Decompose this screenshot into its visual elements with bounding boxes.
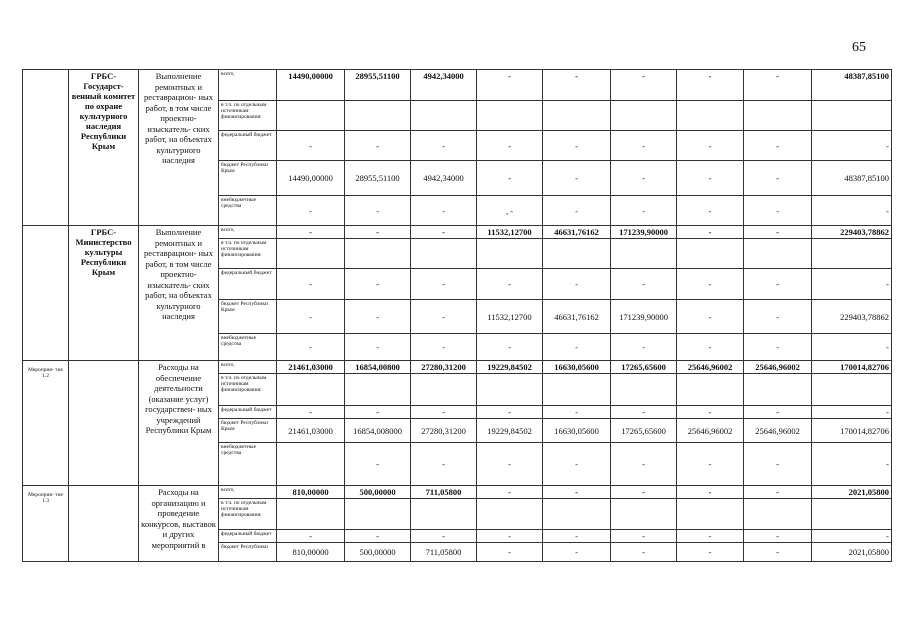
year-value-cell (411, 239, 477, 269)
year-value-cell: 11532,12700 (477, 226, 543, 239)
year-value-cell: - (345, 443, 411, 486)
year-value-cell: - (611, 269, 677, 300)
executor-cell (69, 226, 139, 361)
year-value-cell: 46631,76162 (543, 300, 611, 334)
year-value-cell: - (677, 70, 744, 101)
year-value-cell: 171239,90000 (611, 300, 677, 334)
year-value-cell: - (277, 530, 345, 543)
year-value-cell (477, 239, 543, 269)
year-value-cell: - (411, 131, 477, 161)
measure-cell (23, 226, 69, 361)
year-value-cell (611, 101, 677, 131)
page-number: 65 (852, 40, 866, 55)
year-value-cell: - (677, 443, 744, 486)
year-value-cell (477, 374, 543, 406)
total-cell: 229403,78862 (812, 300, 892, 334)
funding-source-cell: внебюджетные средства (219, 334, 277, 361)
total-cell: - (812, 406, 892, 419)
year-value-cell: - (411, 530, 477, 543)
year-value-cell (611, 499, 677, 530)
year-value-cell: - (611, 530, 677, 543)
year-value-cell: - (345, 131, 411, 161)
year-value-cell: - (345, 334, 411, 361)
year-value-cell: - (277, 269, 345, 300)
year-value-cell (411, 499, 477, 530)
year-value-cell: - (277, 300, 345, 334)
year-value-cell: - (677, 543, 744, 562)
year-value-cell: - (744, 161, 812, 196)
activity-cell: Выполнение ремонтных и реставрацион- ных работ, в том числе проектно- изыскатель- ских работ, на объектах культурного наследия (139, 226, 219, 361)
year-value-cell: 4942,34000 (411, 70, 477, 101)
year-value-cell (744, 101, 812, 131)
table-row (23, 361, 892, 374)
total-cell: - (812, 443, 892, 486)
year-value-cell: - (543, 131, 611, 161)
year-value-cell: 19229,84502 (477, 419, 543, 443)
year-value-cell (277, 101, 345, 131)
executor-name: ГРБС- Министерство культуры Республики Крым (75, 227, 132, 277)
executor-name: ГРБС- Государст- венный комитет по охране культурного наследия Республики Крым (71, 71, 136, 151)
funding-source-cell: бюджет Республики (219, 543, 277, 562)
year-value-cell: - (677, 300, 744, 334)
total-cell: 2021,05800 (812, 543, 892, 562)
year-value-cell: - (611, 196, 677, 226)
funding-source-cell: всего, (219, 226, 277, 239)
year-value-cell: - (677, 131, 744, 161)
funding-source-cell: федеральный бюджет (219, 530, 277, 543)
year-value-cell: 711,05800 (411, 486, 477, 499)
year-value-cell: 27280,31200 (411, 361, 477, 374)
year-value-cell (543, 499, 611, 530)
year-value-cell: - (677, 161, 744, 196)
year-value-cell: 25646,96002 (677, 419, 744, 443)
year-value-cell: - (411, 334, 477, 361)
year-value-cell: - (477, 131, 543, 161)
total-cell: 170014,82706 (812, 419, 892, 443)
year-value-cell: - (744, 269, 812, 300)
year-value-cell: - (744, 131, 812, 161)
year-value-cell: - (543, 161, 611, 196)
year-value-cell: - (477, 269, 543, 300)
year-value-cell: - (477, 543, 543, 562)
year-value-cell: - (677, 406, 744, 419)
total-cell (812, 499, 892, 530)
year-value-cell (611, 374, 677, 406)
year-value-cell: - (611, 406, 677, 419)
year-value-cell: 21461,03000 (277, 361, 345, 374)
measure-cell (23, 70, 69, 226)
total-cell: 48387,85100 (812, 161, 892, 196)
year-value-cell: - (477, 406, 543, 419)
year-value-cell: - (277, 406, 345, 419)
year-value-cell: 25646,96002 (744, 361, 812, 374)
year-value-cell: - (277, 226, 345, 239)
year-value-cell: - (411, 300, 477, 334)
year-value-cell: - (411, 406, 477, 419)
year-value-cell: - (345, 530, 411, 543)
year-value-cell: 27280,31200 (411, 419, 477, 443)
year-value-cell: 25646,96002 (744, 419, 812, 443)
year-value-cell: - (677, 486, 744, 499)
year-value-cell (277, 443, 345, 486)
year-value-cell: 17265,65600 (611, 419, 677, 443)
year-value-cell (744, 499, 812, 530)
year-value-cell (543, 239, 611, 269)
year-value-cell (744, 374, 812, 406)
year-value-cell: - (543, 486, 611, 499)
funding-source-cell: федеральный бюджет (219, 406, 277, 419)
year-value-cell: - (277, 131, 345, 161)
year-value-cell: - (345, 406, 411, 419)
year-value-cell: - (543, 530, 611, 543)
year-value-cell: - (277, 196, 345, 226)
year-value-cell: - (345, 300, 411, 334)
year-value-cell: - (744, 300, 812, 334)
year-value-cell: - (744, 443, 812, 486)
funding-source-cell: в т.ч. по отдельным источникам финансирования: (219, 499, 277, 530)
year-value-cell: - (411, 443, 477, 486)
funding-source-cell: федеральный бюджет (219, 269, 277, 300)
activity-cell: Расходы на организацию и проведение конкурсов, выставок и других мероприятий в (139, 486, 219, 562)
year-value-cell: - (477, 486, 543, 499)
year-value-cell: 4942,34000 (411, 161, 477, 196)
year-value-cell: - (543, 196, 611, 226)
year-value-cell (277, 499, 345, 530)
year-value-cell (543, 374, 611, 406)
year-value-cell: 500,00000 (345, 486, 411, 499)
year-value-cell: - (345, 226, 411, 239)
year-value-cell: - (744, 530, 812, 543)
year-value-cell: - (543, 443, 611, 486)
year-value-cell: - (611, 443, 677, 486)
activity-cell: Выполнение ремонтных и реставрацион- ных работ, в том числе проектно- изыскатель- ских работ, на объектах культурного наследия (139, 70, 219, 226)
year-value-cell (543, 101, 611, 131)
year-value-cell (277, 239, 345, 269)
funding-source-cell: всего, (219, 70, 277, 101)
year-value-cell: 711,05800 (411, 543, 477, 562)
year-value-cell: 16630,05600 (543, 419, 611, 443)
year-value-cell: 810,00000 (277, 486, 345, 499)
year-value-cell: - (744, 334, 812, 361)
year-value-cell: - (677, 269, 744, 300)
funding-source-cell: всего, (219, 361, 277, 374)
year-value-cell: - (411, 196, 477, 226)
year-value-cell: - (543, 406, 611, 419)
year-value-cell: - (744, 406, 812, 419)
year-value-cell (411, 101, 477, 131)
year-value-cell: 14490,00000 (277, 70, 345, 101)
funding-source-cell: всего, (219, 486, 277, 499)
year-value-cell: - (477, 530, 543, 543)
year-value-cell: 28955,51100 (345, 161, 411, 196)
funding-source-cell: в т.ч. по отдельным источникам финансирования: (219, 101, 277, 131)
year-value-cell: - (477, 70, 543, 101)
year-value-cell: - (345, 196, 411, 226)
year-value-cell: 810,00000 (277, 543, 345, 562)
year-value-cell (677, 374, 744, 406)
total-cell (812, 101, 892, 131)
year-value-cell (677, 239, 744, 269)
year-value-cell (477, 499, 543, 530)
activity-cell: Расходы на обеспечение деятельности (оказание услуг) государствен- ных учреждений Республики Крым (139, 361, 219, 486)
year-value-cell: - (543, 334, 611, 361)
total-cell: 229403,78862 (812, 226, 892, 239)
funding-source-cell: в т.ч. по отдельным источникам финансирования: (219, 374, 277, 406)
year-value-cell: - (611, 334, 677, 361)
funding-source-cell: бюджет Республики Крым (219, 161, 277, 196)
funding-source-cell: федеральный бюджет (219, 131, 277, 161)
year-value-cell: - (345, 269, 411, 300)
year-value-cell: 25646,96002 (677, 361, 744, 374)
year-value-cell: 28955,51100 (345, 70, 411, 101)
measure-cell: Мероприя- тие 1.2 (23, 361, 69, 486)
funding-source-cell: внебюджетные средства (219, 196, 277, 226)
year-value-cell: - (543, 70, 611, 101)
year-value-cell: - (677, 334, 744, 361)
total-cell (812, 374, 892, 406)
year-value-cell: 500,00000 (345, 543, 411, 562)
year-value-cell: - (411, 269, 477, 300)
year-value-cell: - (677, 196, 744, 226)
year-value-cell (345, 374, 411, 406)
year-value-cell: - (611, 131, 677, 161)
total-cell: - (812, 530, 892, 543)
total-cell: - (812, 334, 892, 361)
year-value-cell: 46631,76162 (543, 226, 611, 239)
total-cell: 2021,05800 (812, 486, 892, 499)
year-value-cell (677, 101, 744, 131)
table-row (23, 486, 892, 499)
year-value-cell: , - (477, 196, 543, 226)
year-value-cell (477, 101, 543, 131)
total-cell (812, 239, 892, 269)
year-value-cell: - (477, 443, 543, 486)
year-value-cell: 16854,008000 (345, 419, 411, 443)
funding-source-cell: внебюджетные средства (219, 443, 277, 486)
year-value-cell: - (277, 334, 345, 361)
total-cell: - (812, 269, 892, 300)
year-value-cell (345, 499, 411, 530)
funding-source-cell: в т.ч. по отдельным источникам финансирования: (219, 239, 277, 269)
year-value-cell: 11532,12700 (477, 300, 543, 334)
measure-cell: Мероприя- тие 1.3 (23, 486, 69, 562)
total-cell: 170014,82706 (812, 361, 892, 374)
year-value-cell: 14490,00000 (277, 161, 345, 196)
year-value-cell: - (611, 543, 677, 562)
executor-cell (69, 361, 139, 486)
year-value-cell: - (543, 543, 611, 562)
year-value-cell: - (677, 226, 744, 239)
year-value-cell: - (543, 269, 611, 300)
year-value-cell: 17265,65600 (611, 361, 677, 374)
year-value-cell: 21461,03000 (277, 419, 345, 443)
year-value-cell (677, 499, 744, 530)
year-value-cell: 16854,00800 (345, 361, 411, 374)
total-cell: 48387,85100 (812, 70, 892, 101)
year-value-cell (744, 239, 812, 269)
funding-source-cell: бюджет Республики Крым (219, 419, 277, 443)
year-value-cell (345, 101, 411, 131)
year-value-cell: - (677, 530, 744, 543)
year-value-cell: - (744, 196, 812, 226)
year-value-cell: - (744, 486, 812, 499)
year-value-cell (611, 239, 677, 269)
year-value-cell: - (744, 70, 812, 101)
total-cell: - (812, 131, 892, 161)
table-row (23, 70, 892, 101)
year-value-cell (345, 239, 411, 269)
year-value-cell: - (744, 543, 812, 562)
year-value-cell: - (611, 70, 677, 101)
year-value-cell: 171239,90000 (611, 226, 677, 239)
year-value-cell: - (411, 226, 477, 239)
year-value-cell: - (611, 486, 677, 499)
table-row (23, 226, 892, 239)
year-value-cell (277, 374, 345, 406)
executor-cell (69, 70, 139, 226)
year-value-cell (411, 374, 477, 406)
year-value-cell: - (611, 161, 677, 196)
year-value-cell: - (477, 334, 543, 361)
year-value-cell: 19229,84502 (477, 361, 543, 374)
year-value-cell: 16630,05600 (543, 361, 611, 374)
executor-cell (69, 486, 139, 562)
funding-source-cell: бюджет Республики Крым (219, 300, 277, 334)
year-value-cell: - (744, 226, 812, 239)
financing-table (22, 69, 892, 562)
total-cell: - (812, 196, 892, 226)
year-value-cell: - (477, 161, 543, 196)
